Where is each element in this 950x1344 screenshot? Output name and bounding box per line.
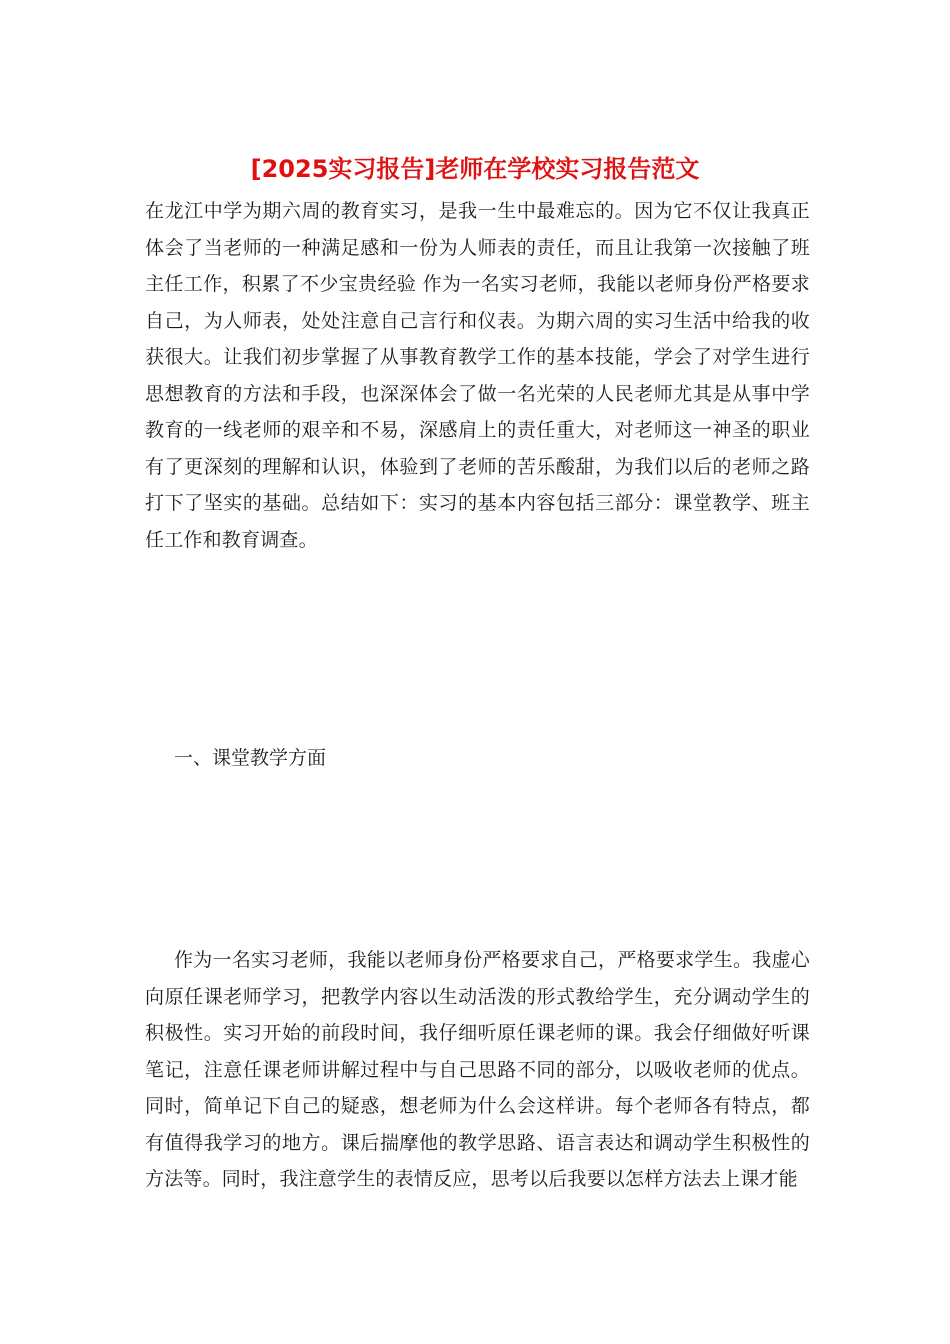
section-heading: 一、课堂教学方面 — [174, 747, 327, 769]
document-title: [2025实习报告]老师在学校实习报告范文 — [250, 155, 700, 183]
intro-paragraph: 在龙江中学为期六周的教育实习，是我一生中最难忘的。因为它不仅让我真正体会了当老师的一种满足感和一份为人师表的责任，而且让我第一次接触了班主任工作，积累了不少宝贵经验 作为一名实习老师，我能以老师身份严格要求自己，为人师表，处处注意自己言行和仪表。为期六周的实习生活中给我的收获很大。让我们初步掌握了从事教育教学工作的基本技能，学会了对学生进行思想教育的方法和手段，也深深体会了做一名光荣的人民老师尤其是从事中学教育的一线老师的艰辛和不易，深感肩上的责任重大，对老师这一神圣的职业有了更深刻的理解和认识，体验到了老师的苦乐酸甜，为我们以后的老师之路打下了坚实的基础。总结如下：实习的基本内容包括三部分：课堂教学、班主任工作和教育调查。 — [145, 200, 810, 551]
body-paragraph: 作为一名实习老师，我能以老师身份严格要求自己，严格要求学生。我虚心向原任课老师学习，把教学内容以生动活泼的形式教给学生，充分调动学生的积极性。实习开始的前段时间，我仔细听原任课老师的课。我会仔细做好听课笔记，注意任课老师讲解过程中与自己思路不同的部分，以吸收老师的优点。同时，简单记下自己的疑惑，想老师为什么会这样讲。每个老师各有特点，都有值得我学习的地方。课后揣摩他的教学思路、语言表达和调动学生积极性的方法等。同时，我注意学生的表情反应，思考以后我要以怎样方法去上课才能 — [145, 949, 810, 1190]
